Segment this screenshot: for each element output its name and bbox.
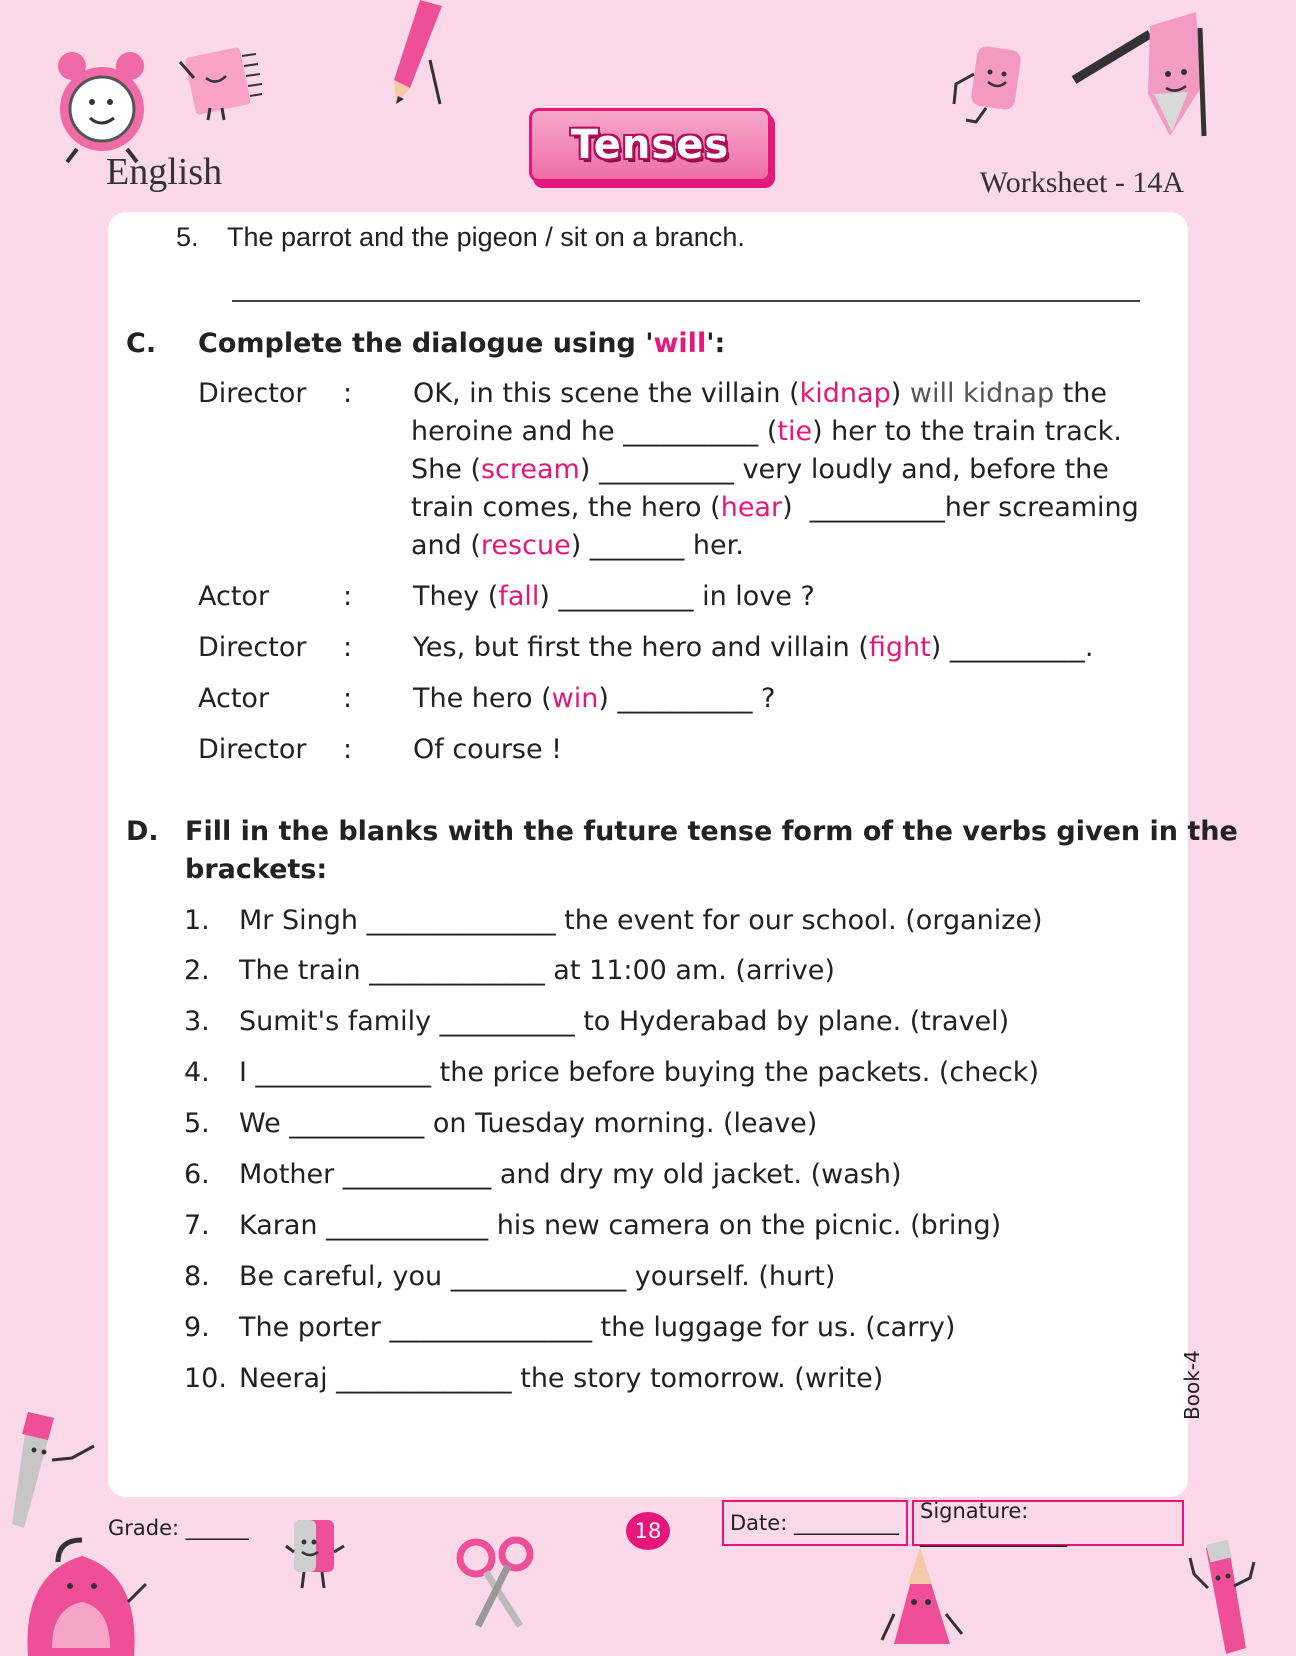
verb-hint: kidnap xyxy=(799,378,891,409)
pencil-icon xyxy=(380,0,450,110)
grade-field: Grade: ______ xyxy=(108,1516,249,1540)
item-number: 1. xyxy=(184,905,210,936)
page-number: 18 xyxy=(634,1519,662,1543)
instruction-keyword: will xyxy=(653,328,707,359)
speaker-colon: : xyxy=(343,632,353,663)
backpack-icon xyxy=(18,1528,148,1656)
item-text: Be careful, you _____________ yourself. (hurt) xyxy=(239,1261,836,1292)
verb-hint: fight xyxy=(868,632,931,663)
section-letter-c: C. xyxy=(126,328,157,359)
speaker-label: Director xyxy=(198,632,307,663)
item-number: 5. xyxy=(184,1108,210,1139)
item-number: 10. xyxy=(184,1363,227,1394)
verb-hint: rescue xyxy=(480,530,571,561)
section-c-instruction xyxy=(198,328,725,359)
worksheet-title-banner xyxy=(529,108,771,182)
date-field: Date: __________ xyxy=(730,1511,899,1535)
eraser-icon xyxy=(946,44,1036,124)
dialogue-text: ) __________ very loudly and, before the xyxy=(579,454,1109,485)
dialogue-text: and ( xyxy=(411,530,481,561)
dialogue-line xyxy=(413,632,1093,663)
item-number: 8. xyxy=(184,1261,210,1292)
dialogue-line xyxy=(411,492,1139,523)
signature-box xyxy=(912,1500,1184,1546)
item-number: 7. xyxy=(184,1210,210,1241)
crayon-icon xyxy=(880,1544,966,1656)
signature-field: Signature: ______________ xyxy=(920,1499,1067,1547)
verb-hint: scream xyxy=(480,454,580,485)
item-text: Karan ____________ his new camera on the picnic. (bring) xyxy=(239,1210,1002,1241)
speaker-label: Actor xyxy=(198,683,270,714)
scissors-icon xyxy=(454,1534,538,1630)
item-number: 6. xyxy=(184,1159,210,1190)
question-number: 5. xyxy=(176,222,199,252)
section-letter-d: D. xyxy=(126,816,159,847)
section-d-instruction: brackets: xyxy=(185,854,328,885)
pencil-ruler-icon xyxy=(1070,8,1220,138)
worksheet-title: Tenses xyxy=(570,122,730,168)
item-text: The porter _______________ the luggage for us. (carry) xyxy=(239,1312,956,1343)
instruction-text: ': xyxy=(706,328,726,359)
worksheet-number: Worksheet - 14A xyxy=(979,166,1184,199)
dialogue-text: train comes, the hero ( xyxy=(411,492,721,523)
dialogue-line xyxy=(413,581,815,612)
pen-icon xyxy=(1188,1538,1258,1656)
dialogue-text: ) xyxy=(890,378,910,409)
verb-hint: win xyxy=(551,683,599,714)
date-box xyxy=(722,1500,908,1546)
dialogue-text: ) her to the train track. xyxy=(812,416,1122,447)
item-number: 3. xyxy=(184,1006,210,1037)
dialogue-text: ) __________ ? xyxy=(598,683,776,714)
speaker-colon: : xyxy=(343,378,353,409)
item-text: I _____________ the price before buying the packets. (check) xyxy=(239,1057,1039,1088)
speaker-colon: : xyxy=(343,683,353,714)
item-text: Neeraj _____________ the story tomorrow. (write) xyxy=(239,1363,884,1394)
item-text: Mr Singh ______________ the event for our school. (organize) xyxy=(239,905,1043,936)
page-number-badge xyxy=(626,1512,670,1550)
dialogue-line xyxy=(411,530,744,561)
speaker-colon: : xyxy=(343,581,353,612)
verb-hint: tie xyxy=(777,416,813,447)
dialogue-text: heroine and he __________ ( xyxy=(411,416,778,447)
item-text: We __________ on Tuesday morning. (leave) xyxy=(239,1108,818,1139)
dialogue-line xyxy=(413,683,775,714)
answer-line xyxy=(232,300,1140,302)
sharpener-icon xyxy=(282,1516,348,1590)
dialogue-text: She ( xyxy=(411,454,481,485)
dialogue-text: Yes, but first the hero and villain ( xyxy=(413,632,869,663)
instruction-text: Complete the dialogue using ' xyxy=(198,328,654,359)
ruler-icon xyxy=(8,1404,98,1534)
question-text: The parrot and the pigeon / sit on a branch. xyxy=(227,222,745,252)
dialogue-text: OK, in this scene the villain ( xyxy=(413,378,800,409)
speaker-label: Director xyxy=(198,734,307,765)
notepad-icon xyxy=(176,42,264,122)
dialogue-text: The hero ( xyxy=(413,683,552,714)
dialogue-line xyxy=(411,454,1109,485)
example-answer: will kidnap xyxy=(909,378,1055,409)
verb-hint: fall xyxy=(498,581,540,612)
dialogue-line xyxy=(411,416,1122,447)
dialogue-text: ) __________ in love ? xyxy=(539,581,815,612)
dialogue-text: ) __________her screaming xyxy=(782,492,1139,523)
item-text: Sumit's family __________ to Hyderabad by plane. (travel) xyxy=(239,1006,1010,1037)
item-number: 2. xyxy=(184,955,210,986)
dialogue-line: Of course ! xyxy=(413,734,563,765)
subject-label: English xyxy=(106,151,223,193)
speaker-label: Actor xyxy=(198,581,270,612)
dialogue-text: the xyxy=(1054,378,1108,409)
verb-hint: hear xyxy=(720,492,783,523)
item-number: 4. xyxy=(184,1057,210,1088)
speaker-label: Director xyxy=(198,378,307,409)
dialogue-line xyxy=(413,378,1107,409)
item-number: 9. xyxy=(184,1312,210,1343)
dialogue-text: ) __________. xyxy=(930,632,1094,663)
dialogue-text: ) _______ her. xyxy=(570,530,744,561)
book-label: Book-4 xyxy=(1180,1350,1204,1420)
item-text: Mother ___________ and dry my old jacket. (wash) xyxy=(239,1159,902,1190)
dialogue-text: They ( xyxy=(413,581,499,612)
section-d-instruction: Fill in the blanks with the future tense form of the verbs given in the xyxy=(185,816,1238,847)
speaker-colon: : xyxy=(343,734,353,765)
alarm-clock-icon xyxy=(52,44,152,164)
item-text: The train _____________ at 11:00 am. (arrive) xyxy=(239,955,835,986)
